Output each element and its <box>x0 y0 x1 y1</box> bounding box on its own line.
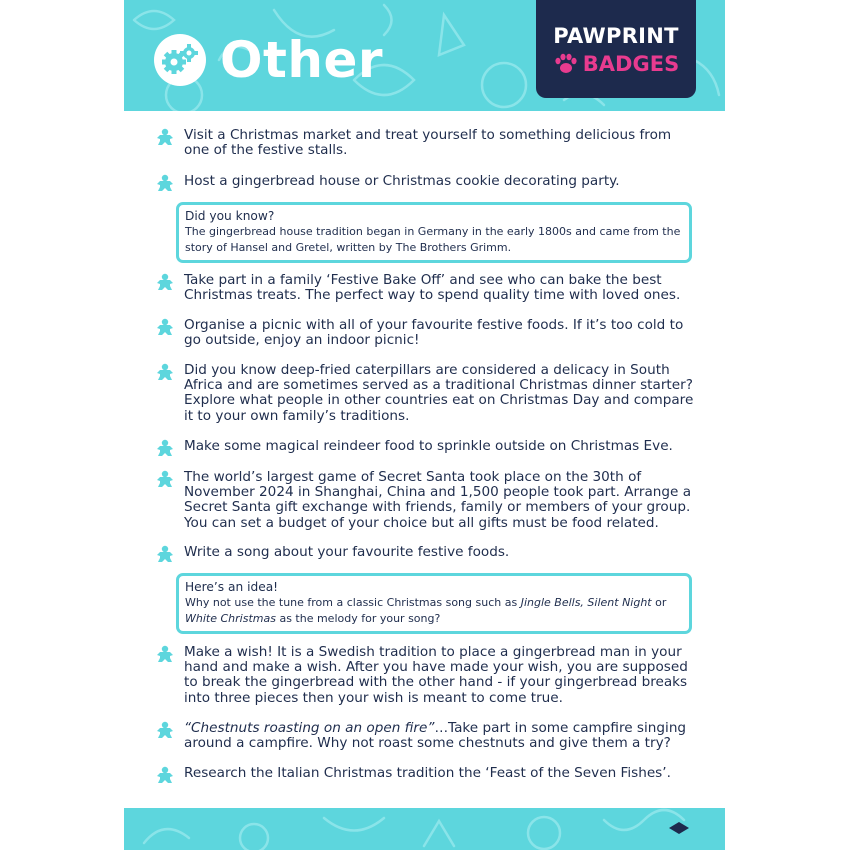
box-body <box>185 595 684 626</box>
gingerbread-icon <box>156 645 174 663</box>
did-you-know-box <box>176 202 692 263</box>
gingerbread-icon <box>156 174 174 192</box>
item-text <box>184 721 696 751</box>
item-text: Make some magical reindeer food to sprinkle outside on Christmas Eve. <box>184 438 673 454</box>
song-quote: “Chestnuts roasting on an open fire” <box>184 720 435 736</box>
gingerbread-icon <box>156 273 174 291</box>
gingerbread-icon <box>156 766 174 784</box>
idea-box <box>176 573 692 634</box>
page-title: Other <box>220 31 384 89</box>
header-band <box>124 0 725 111</box>
page <box>124 0 725 850</box>
song-title-2: White Christmas <box>185 611 276 625</box>
item-text: Make a wish! It is a Swedish tradition to place a gingerbread man in your hand and make a wish. After you have made your wish, you are supposed to break the gingerbread with the other hand - if your gingerbread breaks into three pieces then your wish is meant to come true. <box>184 644 688 706</box>
gears-icon <box>154 34 206 86</box>
gingerbread-icon <box>156 363 174 381</box>
box-body-text: or <box>651 596 667 609</box>
item-text: Host a gingerbread house or Christmas cookie decorating party. <box>184 173 620 189</box>
title-group <box>154 31 384 89</box>
gingerbread-icon <box>156 470 174 488</box>
brand-logo <box>536 0 696 98</box>
item-text: Write a song about your favourite festive foods. <box>184 544 510 560</box>
item-text: The world’s largest game of Secret Santa took place on the 30th of November 2024 in Shanghai, China and 1,500 people took part. Arrange a Secret Santa gift exchange with friends, family or members of your group. You can set a budget of your choice but all gifts must be food related. <box>184 469 692 531</box>
song-title-1: Jingle Bells, Silent Night <box>520 596 652 609</box>
gingerbread-icon <box>156 439 174 457</box>
gingerbread-icon <box>156 721 174 739</box>
box-title: Did you know? <box>185 209 275 223</box>
box-body-text: Why not use the tune from a classic Christmas song such as <box>185 596 521 609</box>
item-text: Did you know deep-fried caterpillars are considered a delicacy in South Africa and are sometimes served as a traditional Christmas dinner starter? Explore what people in other countries eat on Christmas Day and compare it to your own family’s traditions. <box>184 362 694 424</box>
logo-bottom-text: BADGES <box>582 52 680 76</box>
decorative-doodles <box>124 808 725 850</box>
item-text: Organise a picnic with all of your favourite festive foods. If it’s too cold to go outside, enjoy an indoor picnic! <box>184 317 684 349</box>
box-title: Here’s an idea! <box>185 580 279 594</box>
gingerbread-icon <box>156 545 174 563</box>
footer-band <box>124 808 725 850</box>
paw-icon <box>553 53 579 75</box>
box-body: The gingerbread house tradition began in Germany in the early 1800s and came from the story of Hansel and Gretel, written by The Brothers Grimm. <box>185 225 681 254</box>
logo-bottom <box>536 52 696 76</box>
gingerbread-icon <box>156 128 174 146</box>
logo-top-text: PAWPRINT <box>553 24 679 48</box>
item-text: Take part in a family ‘Festive Bake Off’ and see who can bake the best Christmas treats. The perfect way to spend quality time with loved ones. <box>184 272 681 304</box>
item-text-rest: …Take part in some campfire singing around a campfire. Why not roast some chestnuts and give them a try? <box>184 720 687 752</box>
item-text: Visit a Christmas market and treat yourself to something delicious from one of the festive stalls. <box>184 127 672 159</box>
item-text: Research the Italian Christmas tradition the ‘Feast of the Seven Fishes’. <box>184 765 671 781</box>
box-body-text: as the melody for your song? <box>275 611 441 625</box>
gingerbread-icon <box>156 318 174 336</box>
